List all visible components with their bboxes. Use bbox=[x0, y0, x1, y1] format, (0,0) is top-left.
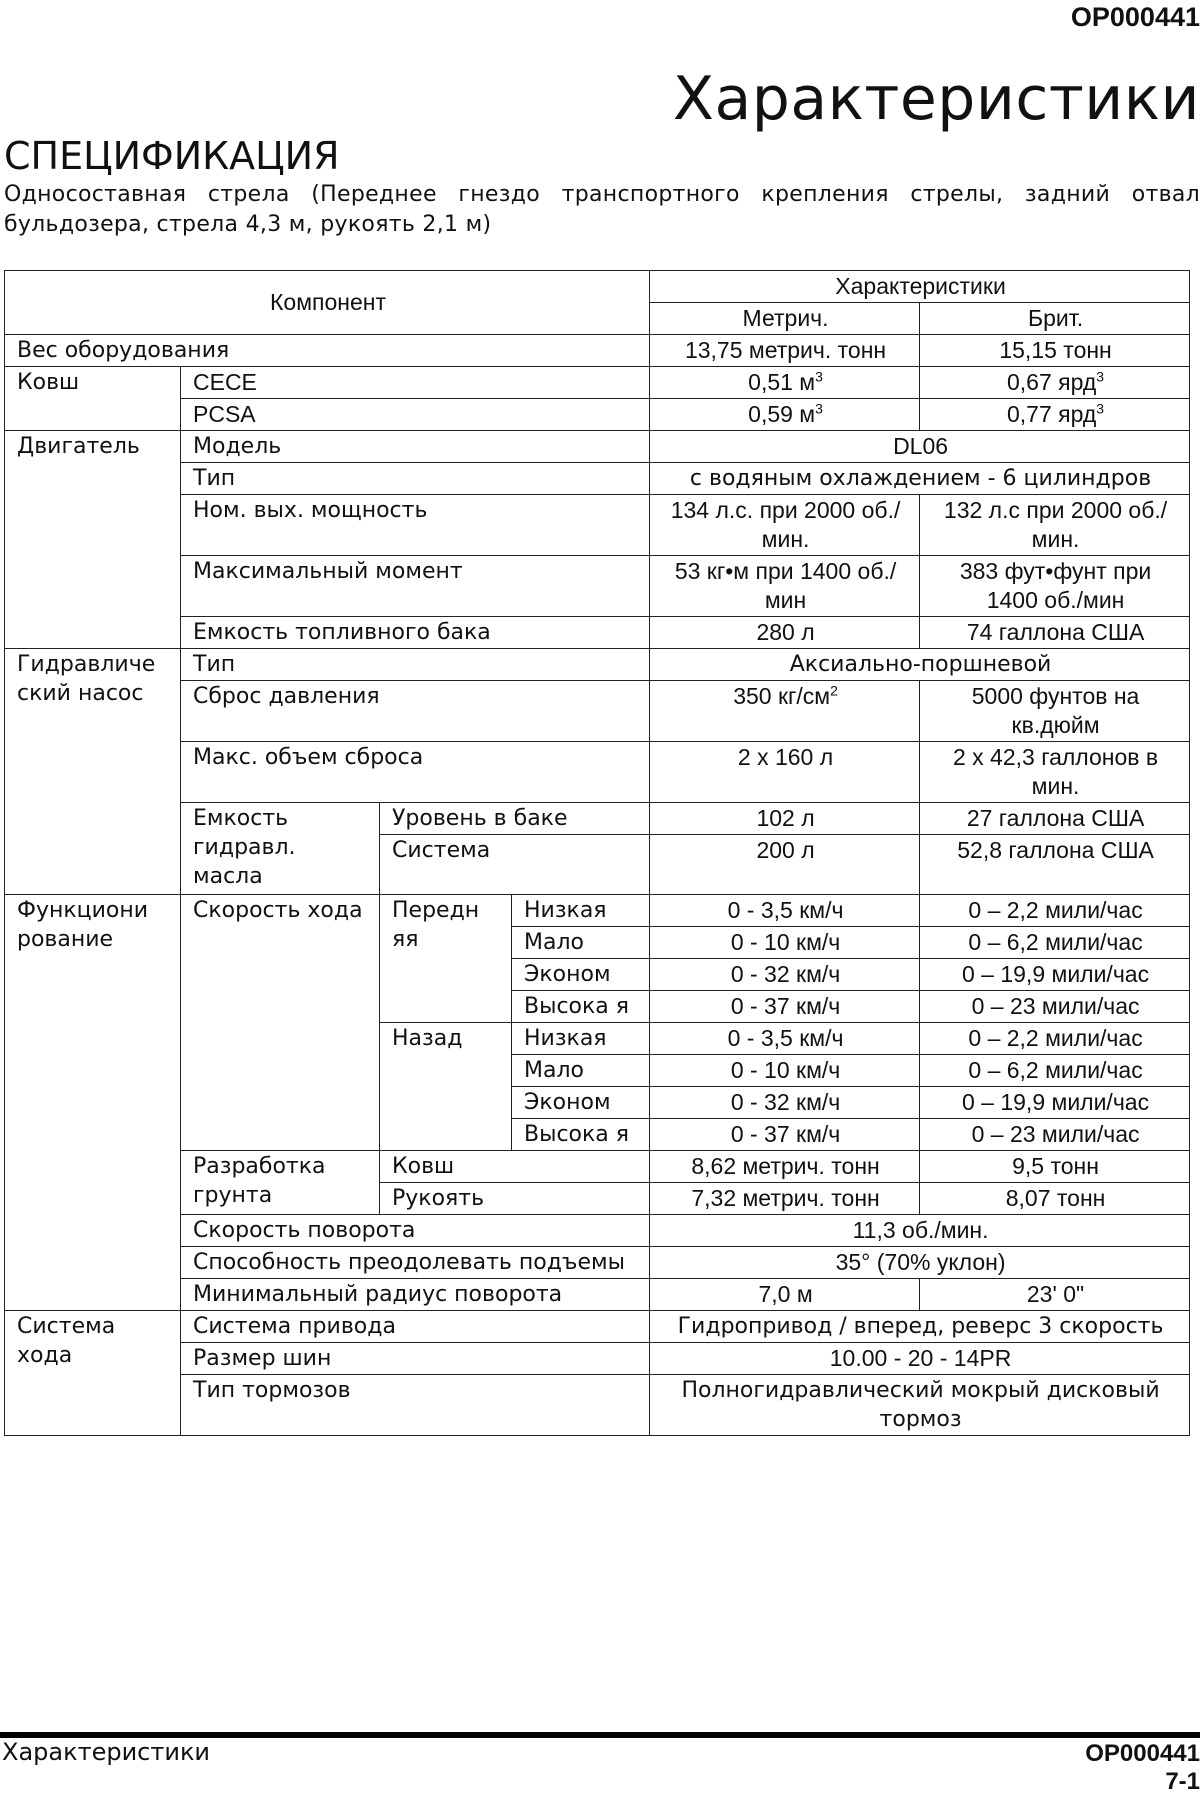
direction-label: Назад bbox=[380, 1023, 512, 1151]
section-title: СПЕЦИФИКАЦИЯ bbox=[4, 134, 340, 178]
cell-metric: 2 x 160 л bbox=[650, 742, 920, 803]
cell-metric: 102 л bbox=[650, 803, 920, 835]
cell-brit: 2 x 42,3 галлонов в мин. bbox=[920, 742, 1190, 803]
gear-label: Эконом bbox=[512, 1087, 650, 1119]
table-row bbox=[5, 335, 1190, 367]
table-row bbox=[5, 803, 1190, 835]
cell-brit: 27 галлона США bbox=[920, 803, 1190, 835]
table-row bbox=[5, 495, 1190, 556]
group-label: Система хода bbox=[5, 1311, 181, 1436]
direction-label: Передн яя bbox=[380, 895, 512, 1023]
cell-value: DL06 bbox=[650, 431, 1190, 463]
gear-label: Мало bbox=[512, 1055, 650, 1087]
cell-metric: 200 л bbox=[650, 835, 920, 895]
cell-metric: 350 $кг/см^2$ bbox=[650, 681, 920, 742]
cell-value: с водяным охлаждением - 6 цилиндров bbox=[650, 463, 1190, 495]
cell-brit: 383 фут•фунт при 1400 об./мин bbox=[920, 556, 1190, 617]
row-label: Ном. вых. мощность bbox=[181, 495, 650, 556]
cell-metric: 7,0 м bbox=[650, 1279, 920, 1311]
row-label: Сброс давления bbox=[181, 681, 650, 742]
table-row bbox=[5, 399, 1190, 431]
cell-metric: 0 - 3,5 км/ч bbox=[650, 1023, 920, 1055]
table-row bbox=[5, 1343, 1190, 1375]
gear-label: Низкая bbox=[512, 1023, 650, 1055]
cell-metric: 53 кг•м при 1400 об./мин bbox=[650, 556, 920, 617]
cell-brit: 0 – 19,9 мили/час bbox=[920, 959, 1190, 991]
row-label: Тип bbox=[181, 649, 650, 681]
cell-brit: 0 – 23 мили/час bbox=[920, 1119, 1190, 1151]
group-label: Гидравличе ский насос bbox=[5, 649, 181, 895]
cell-brit: 74 галлона США bbox=[920, 617, 1190, 649]
row-label: Уровень в баке bbox=[380, 803, 650, 835]
cell-value: Аксиально-поршневой bbox=[650, 649, 1190, 681]
row-label: Емкость топливного бака bbox=[181, 617, 650, 649]
cell-metric: 0 - 10 км/ч bbox=[650, 1055, 920, 1087]
spec-table bbox=[4, 270, 1190, 1436]
row-label: Размер шин bbox=[181, 1343, 650, 1375]
cell-brit: 0 – 2,2 мили/час bbox=[920, 895, 1190, 927]
table-row bbox=[5, 649, 1190, 681]
page-number: 7-1 bbox=[1165, 1768, 1200, 1795]
cell-brit: 52,8 галлона США bbox=[920, 835, 1190, 895]
row-label: Минимальный радиус поворота bbox=[181, 1279, 650, 1311]
cell-metric: 0 - 3,5 км/ч bbox=[650, 895, 920, 927]
row-label: Способность преодолевать подъемы bbox=[181, 1247, 650, 1279]
table-row bbox=[5, 1375, 1190, 1436]
cell-brit: 0 – 6,2 мили/час bbox=[920, 927, 1190, 959]
row-label: Вес оборудования bbox=[5, 335, 650, 367]
row-label: Тип тормозов bbox=[181, 1375, 650, 1436]
cell-brit: 15,15 тонн bbox=[920, 335, 1190, 367]
cell-brit: 9,5 тонн bbox=[920, 1151, 1190, 1183]
chapter-title: Характеристики bbox=[672, 64, 1200, 134]
gear-label: Эконом bbox=[512, 959, 650, 991]
cell-value: 35° (70% уклон) bbox=[650, 1247, 1190, 1279]
cell-brit: 5000 фунтов на кв.дюйм bbox=[920, 681, 1190, 742]
cell-metric: 13,75 метрич. тонн bbox=[650, 335, 920, 367]
table-row bbox=[5, 431, 1190, 463]
row-label: Рукоять bbox=[380, 1183, 650, 1215]
table-row bbox=[5, 1247, 1190, 1279]
cell-brit: 0,67 ярд$^3$ bbox=[920, 367, 1190, 399]
cell-brit: 0 – 2,2 мили/час bbox=[920, 1023, 1190, 1055]
header-metric: Метрич. bbox=[650, 303, 920, 335]
cell-value: Гидропривод / вперед, реверс 3 скорость bbox=[650, 1311, 1190, 1343]
footer-chapter: Характеристики bbox=[2, 1738, 211, 1766]
cell-metric: 0 - 37 км/ч bbox=[650, 991, 920, 1023]
cell-brit: 0 – 23 мили/час bbox=[920, 991, 1190, 1023]
table-row bbox=[5, 681, 1190, 742]
table-row bbox=[5, 895, 1190, 927]
cell-brit: 132 л.с при 2000 об./мин. bbox=[920, 495, 1190, 556]
cell-metric: 134 л.с. при 2000 об./мин. bbox=[650, 495, 920, 556]
header-component: Компонент bbox=[5, 271, 650, 335]
cell-metric: 0 - 32 км/ч bbox=[650, 1087, 920, 1119]
cell-metric: 7,32 метрич. тонн bbox=[650, 1183, 920, 1215]
table-row bbox=[5, 1215, 1190, 1247]
cell-brit: 23' 0" bbox=[920, 1279, 1190, 1311]
cell-metric: 0,51 $м^3$ bbox=[650, 367, 920, 399]
row-label: Максимальный момент bbox=[181, 556, 650, 617]
cell-value: Полногидравлический мокрый дисковый тормоз bbox=[650, 1375, 1190, 1436]
group-label: Функциони рование bbox=[5, 895, 181, 1311]
gear-label: Мало bbox=[512, 927, 650, 959]
table-row bbox=[5, 742, 1190, 803]
gear-label: Низкая bbox=[512, 895, 650, 927]
cell-metric: 0 - 32 км/ч bbox=[650, 959, 920, 991]
row-label: Ковш bbox=[380, 1151, 650, 1183]
cell-metric: 8,62 метрич. тонн bbox=[650, 1151, 920, 1183]
cell-metric: 280 л bbox=[650, 617, 920, 649]
table-row bbox=[5, 1151, 1190, 1183]
cell-brit: 0 – 6,2 мили/час bbox=[920, 1055, 1190, 1087]
document-code: OP000441 bbox=[1070, 2, 1200, 32]
subgroup-label: Разработка грунта bbox=[181, 1151, 380, 1215]
cell-brit: 0,77 ярд$^3$ bbox=[920, 399, 1190, 431]
group-label: Ковш bbox=[5, 367, 181, 431]
footer-doc-code: OP000441 bbox=[1085, 1740, 1200, 1767]
cell-brit: 8,07 тонн bbox=[920, 1183, 1190, 1215]
cell-metric: 0,59 $м^3$ bbox=[650, 399, 920, 431]
table-header-row bbox=[5, 271, 1190, 303]
intro-paragraph: Односоставная стрела (Переднее гнездо транспортного крепления стрелы, задний отвал бульдозера, стрела 4,3 м, рукоять 2,1 м) bbox=[4, 182, 1200, 237]
group-label: Двигатель bbox=[5, 431, 181, 649]
row-label: Тип bbox=[181, 463, 650, 495]
gear-label: Высока я bbox=[512, 991, 650, 1023]
row-label: PCSA bbox=[181, 399, 650, 431]
header-specs: Характеристики bbox=[650, 271, 1190, 303]
cell-metric: 0 - 37 км/ч bbox=[650, 1119, 920, 1151]
subgroup-label: Емкость гидравл. масла bbox=[181, 803, 380, 895]
row-label: CECE bbox=[181, 367, 650, 399]
cell-value: 11,3 об./мин. bbox=[650, 1215, 1190, 1247]
row-label: Макс. объем сброса bbox=[181, 742, 650, 803]
cell-value: 10.00 - 20 - 14PR bbox=[650, 1343, 1190, 1375]
row-label: Система привода bbox=[181, 1311, 650, 1343]
header-brit: Брит. bbox=[920, 303, 1190, 335]
row-label: Модель bbox=[181, 431, 650, 463]
subgroup-label: Скорость хода bbox=[181, 895, 380, 1151]
table-row bbox=[5, 367, 1190, 399]
row-label: Скорость поворота bbox=[181, 1215, 650, 1247]
table-row bbox=[5, 1311, 1190, 1343]
table-row bbox=[5, 617, 1190, 649]
table-row bbox=[5, 556, 1190, 617]
table-row bbox=[5, 1279, 1190, 1311]
cell-brit: 0 – 19,9 мили/час bbox=[920, 1087, 1190, 1119]
cell-metric: 0 - 10 км/ч bbox=[650, 927, 920, 959]
gear-label: Высока я bbox=[512, 1119, 650, 1151]
row-label: Система bbox=[380, 835, 650, 895]
table-row bbox=[5, 463, 1190, 495]
